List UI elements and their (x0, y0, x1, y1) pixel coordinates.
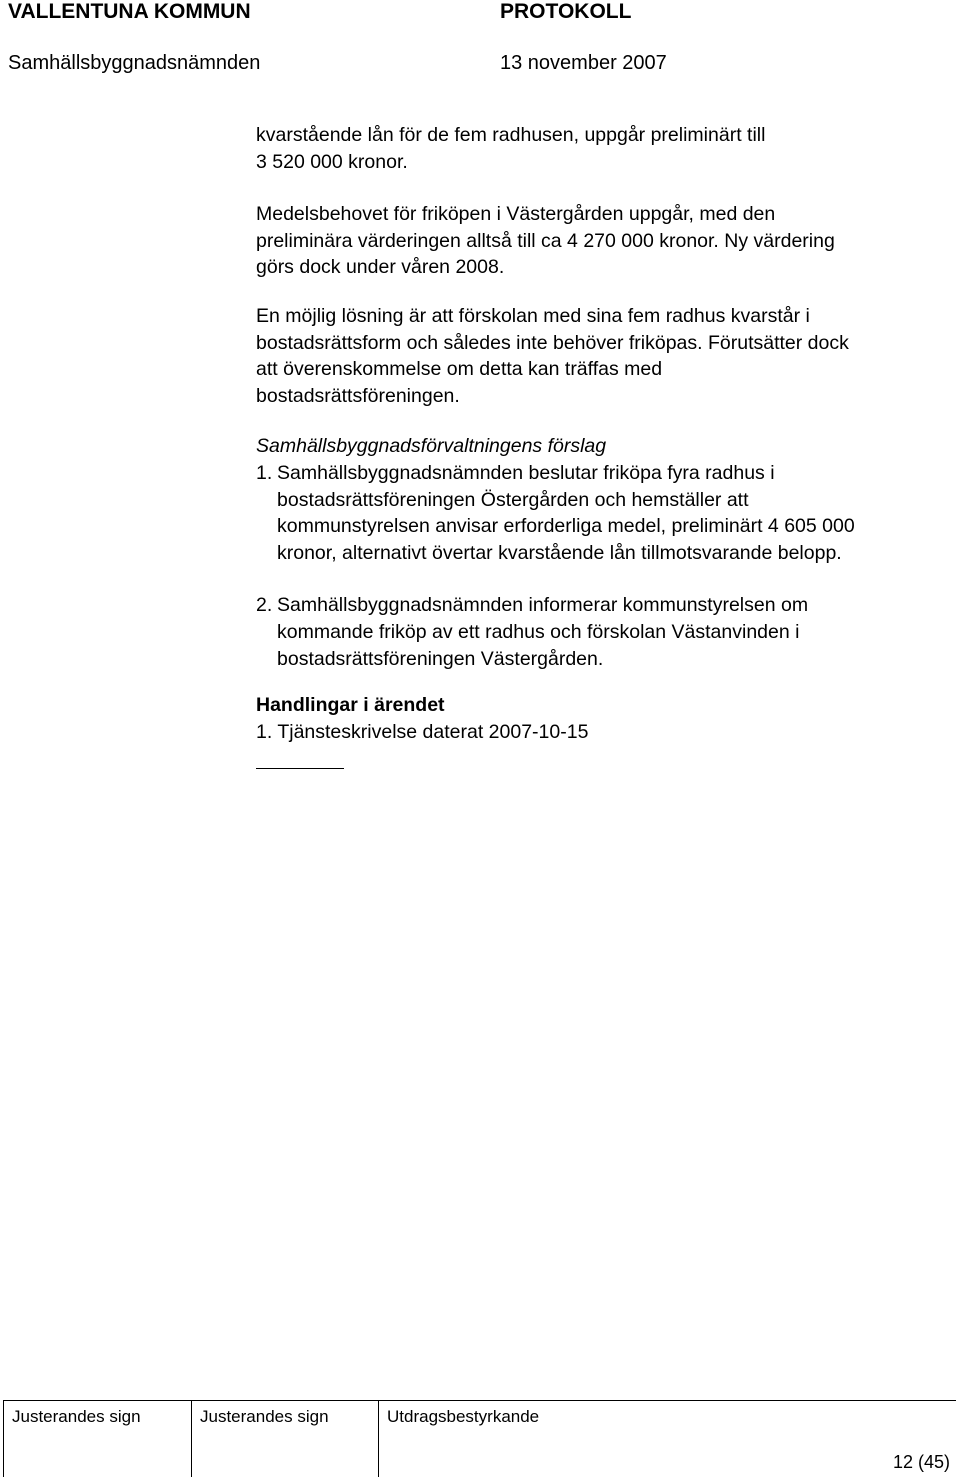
proposal-line: kommande friköp av ett radhus och förskolan Västanvinden i (277, 620, 800, 643)
committee-name: Samhällsbyggnadsnämnden (8, 52, 261, 74)
paragraph-possible-solution (256, 303, 956, 409)
proposal-line: kommunstyrelsen anvisar erforderliga medel, preliminärt 4 605 000 (277, 515, 855, 538)
documents-heading: Handlingar i ärendet (256, 694, 445, 716)
paragraph-line: Medelsbehovet för friköpen i Västergården uppgår, med den (256, 203, 776, 225)
extract-cell (378, 1401, 956, 1477)
signature-label: Justerandes sign (12, 1407, 141, 1426)
paragraph-line: bostadsrättsform och således inte behöver friköpas. Förutsätter dock (256, 331, 849, 354)
signature-label: Justerandes sign (200, 1407, 329, 1426)
paragraph-line: görs dock under våren 2008. (256, 256, 505, 279)
proposal-line: Samhällsbyggnadsnämnden informerar kommunstyrelsen om (277, 594, 809, 617)
paragraph-line: En möjlig lösning är att förskolan med sina fem radhus kvarstår i (256, 305, 810, 327)
document-item: 1. Tjänsteskrivelse daterat 2007-10-15 (256, 721, 589, 743)
proposal-item (256, 592, 956, 672)
proposal-item (256, 460, 956, 566)
paragraph-funding-need (256, 201, 956, 281)
signature-table (3, 1400, 956, 1477)
paragraph-line: att överenskommelse om detta kan träffas med (256, 358, 663, 381)
proposal-line: bostadsrättsföreningen Västergården. (277, 647, 604, 670)
proposal-number: 2. (256, 594, 273, 617)
document-type: PROTOKOLL (500, 0, 632, 23)
paragraph-loan-amount (256, 122, 956, 175)
end-rule (256, 768, 344, 769)
paragraph-line: 3 520 000 kronor. (256, 150, 408, 173)
signature-cell-1 (3, 1401, 194, 1477)
page-number: 12 (45) (892, 1452, 950, 1472)
paragraph-line: bostadsrättsföreningen. (256, 384, 460, 407)
proposal-list (256, 460, 956, 672)
proposal-heading: Samhällsbyggnadsförvaltningens förslag (256, 435, 607, 457)
paragraph-line: kvarstående lån för de fem radhusen, uppgår preliminärt till (256, 124, 766, 146)
paragraph-line: preliminära värderingen alltså till ca 4 270 000 kronor. Ny värdering (256, 229, 835, 252)
proposal-line: bostadsrättsföreningen Östergården och hemställer att (277, 488, 749, 511)
signature-cell-2 (191, 1401, 382, 1477)
proposal-line: Samhällsbyggnadsnämnden beslutar friköpa fyra radhus i (277, 462, 775, 484)
proposal-number: 1. (256, 462, 273, 484)
organization-name: VALLENTUNA KOMMUN (8, 0, 251, 23)
extract-label: Utdragsbestyrkande (387, 1407, 540, 1426)
meeting-date: 13 november 2007 (500, 52, 667, 74)
proposal-line: kronor, alternativt övertar kvarstående lån tillmotsvarande belopp. (277, 541, 842, 564)
